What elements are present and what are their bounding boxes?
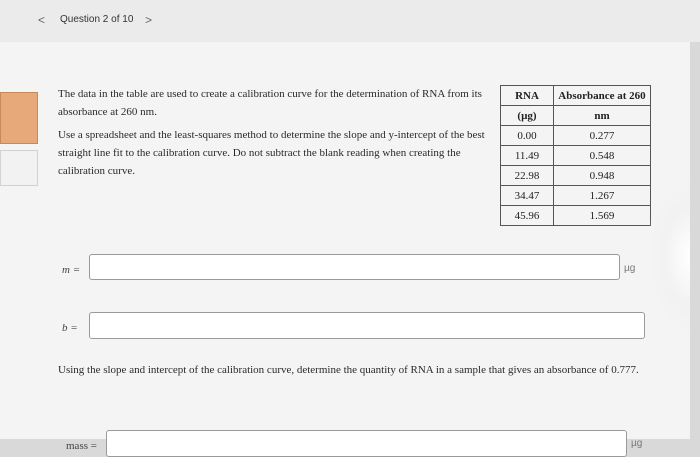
instructions-text: Use a spreadsheet and the least-squares method to determine the slope and y-intercept of the best straight line fit to the calibration curve. Do not subtract the blank reading when creating the calibration curve. xyxy=(58,129,485,177)
slope-label: m = xyxy=(62,264,81,276)
table-cell: 45.96 xyxy=(501,206,554,226)
calibration-table xyxy=(500,85,651,226)
table-row xyxy=(501,206,651,226)
table-cell: 22.98 xyxy=(501,166,554,186)
next-question-icon[interactable]: > xyxy=(145,13,153,27)
table-cell: 0.277 xyxy=(554,126,651,146)
table-cell: 0.948 xyxy=(554,166,651,186)
screen-glare xyxy=(650,182,690,332)
mass-unit: µg xyxy=(631,438,643,449)
question-panel xyxy=(0,42,690,452)
mass-label: mass = xyxy=(66,440,97,452)
table-cell: 34.47 xyxy=(501,186,554,206)
top-bar xyxy=(0,0,700,42)
table-row xyxy=(501,186,651,206)
table-cell: 1.267 xyxy=(554,186,651,206)
side-tab[interactable] xyxy=(0,150,38,186)
table-header-absorbance: Absorbance at 260 xyxy=(554,86,651,106)
question-counter: Question 2 of 10 xyxy=(60,14,134,25)
table-unit-absorbance: nm xyxy=(554,106,651,126)
previous-question-icon[interactable]: < xyxy=(38,13,46,27)
table-cell: 0.548 xyxy=(554,146,651,166)
intro-text: The data in the table are used to create a calibration curve for the determination of RNA from its absorbance at 260 nm. xyxy=(58,88,482,118)
table-row xyxy=(501,146,651,166)
side-tab-highlight[interactable] xyxy=(0,92,38,144)
table-unit-rna: (µg) xyxy=(501,106,554,126)
intercept-input[interactable] xyxy=(89,312,645,339)
slope-input[interactable] xyxy=(89,254,620,280)
table-row xyxy=(501,126,651,146)
mass-input[interactable] xyxy=(106,430,627,457)
intercept-label: b = xyxy=(62,322,78,334)
question2-text: Using the slope and intercept of the calibration curve, determine the quantity of RNA in a sample that gives an absorbance of 0.777. xyxy=(58,364,639,376)
table-cell: 11.49 xyxy=(501,146,554,166)
table-row xyxy=(501,166,651,186)
table-cell: 1.569 xyxy=(554,206,651,226)
slope-unit: µg xyxy=(624,263,636,274)
table-cell: 0.00 xyxy=(501,126,554,146)
table-header-rna: RNA xyxy=(501,86,554,106)
